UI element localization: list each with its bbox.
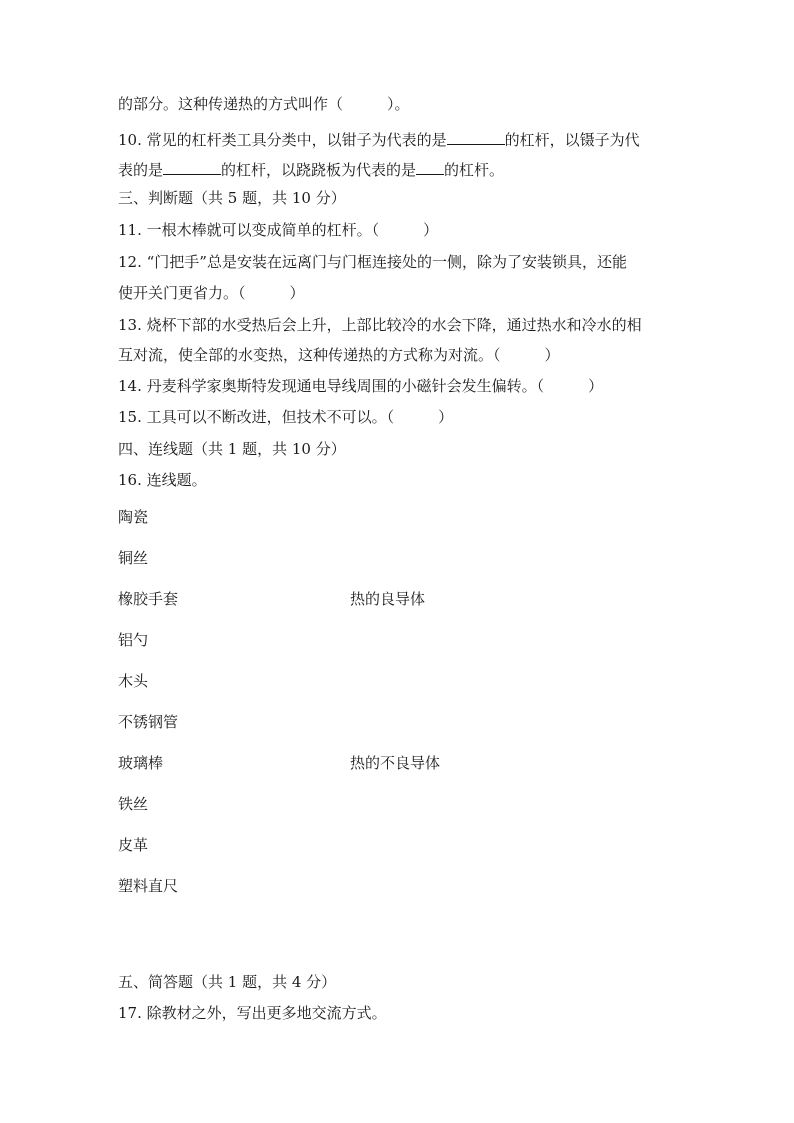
fill-blank-1 [447,128,505,145]
match-target-good-conductor: 热的良导体 [350,590,426,608]
q9-end: ）。 [387,95,410,113]
paren-close: ） [544,346,560,364]
q9-text: 的部分。这种传递热的方式叫作（ [118,95,344,113]
match-item-steel-pipe: 不锈钢管 [118,713,179,731]
question-17: 17. 除教材之外，写出更多地交流方式。 [118,1004,387,1022]
match-item-wood: 木头 [118,672,149,690]
question-16: 16. 连线题。 [118,471,207,489]
question-12-line-1: 12. “门把手”总是安装在远离门与门框连接处的一侧，除为了安装锁具，还能 [118,253,627,271]
q14-text: 14. 丹麦科学家奥斯特发现通电导线周围的小磁针会发生偏转。（ [118,377,545,395]
q10-text-d: 的杠杆，以跷跷板为代表的是 [221,161,417,179]
question-13-line-1: 13. 烧杯下部的水受热后会上升，上部比较冷的水会下降，通过热水和冷水的相 [118,316,642,334]
section-3-heading: 三、判断题（共 5 题，共 10 分） [118,189,346,207]
fill-blank-3 [416,158,444,175]
q11-text: 11. 一根木棒就可以变成简单的杠杆。（ [118,221,380,239]
match-item-aluminum-spoon: 铝勺 [118,631,149,649]
paren-close: ） [588,377,604,395]
question-10-line-2 [118,158,504,180]
match-item-rubber-gloves: 橡胶手套 [118,590,179,608]
match-item-iron-wire: 铁丝 [118,795,149,813]
paren-close: ） [289,284,305,302]
match-item-ceramics: 陶瓷 [118,508,149,526]
fill-blank-2 [163,158,221,175]
q10-text-b: 的杠杆，以镊子为代 [504,131,640,149]
paren-close: ） [438,408,454,426]
q15-text: 15. 工具可以不断改进，但技术不可以。（ [118,408,395,426]
question-11 [118,220,438,240]
paren-close: ） [423,221,439,239]
section-4-heading: 四、连线题（共 1 题，共 10 分） [118,440,346,458]
q12-text-b: 使开关门更省力。（ [118,284,246,302]
match-item-copper-wire: 铜丝 [118,549,149,567]
match-target-poor-conductor: 热的不良导体 [350,754,441,772]
question-9-continuation [118,94,410,114]
question-15 [118,407,453,427]
q10-text-c: 表的是 [118,161,164,179]
question-12-line-2 [118,283,305,303]
match-item-plastic-ruler: 塑料直尺 [118,877,179,895]
match-item-glass-rod: 玻璃棒 [118,754,164,772]
q10-text-a: 10. 常见的杠杆类工具分类中，以钳子为代表的是 [118,131,447,149]
question-14 [118,376,603,396]
section-5-heading: 五、简答题（共 1 题，共 4 分） [118,973,337,991]
q10-text-e: 的杠杆。 [444,161,505,179]
question-13-line-2 [118,345,560,365]
question-10-line-1 [118,128,640,150]
q13-text-b: 互对流，使全部的水变热，这种传递热的方式称为对流。（ [118,346,501,364]
match-item-leather: 皮革 [118,836,149,854]
